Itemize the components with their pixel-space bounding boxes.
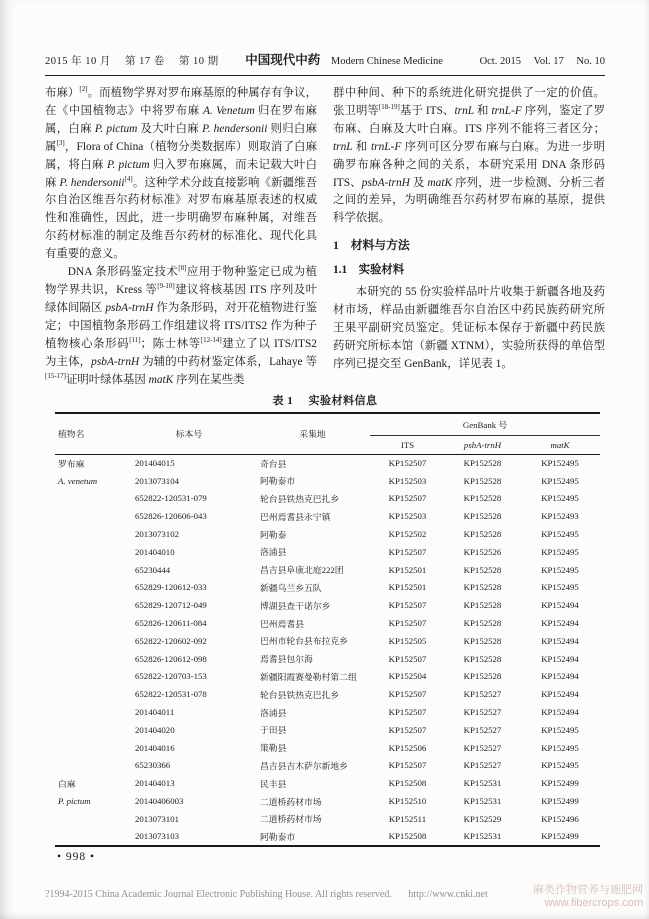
col-header-place: 采集地 bbox=[299, 429, 326, 440]
cell-genbank-its: KP152507 bbox=[388, 546, 427, 557]
table-row bbox=[55, 525, 600, 543]
cell-genbank-its: KP152507 bbox=[388, 689, 427, 700]
cell-specimen-number: 20140406003 bbox=[135, 796, 184, 807]
table-caption-title: 实验材料信息 bbox=[308, 395, 378, 407]
table-row bbox=[55, 650, 600, 668]
col-header-matk: matK bbox=[550, 439, 570, 450]
table-caption-label: 表 1 bbox=[272, 395, 294, 407]
cell-plant-name: 白麻 bbox=[58, 778, 76, 789]
cell-genbank-its: KP152507 bbox=[388, 724, 427, 735]
paragraph: 群中种间、种下的系统进化研究提供了一定的价值。张卫明等[18-19]基于 ITS、trnL 和 trnL-F 序列，鉴定了罗布麻、白麻及大叶白麻。ITS 序列不能将三者区分；trnL 和 trnL-F 序列可区分罗布麻与白麻。为进一步明确罗布麻各种之间的关系，本研究采用 DNA 条形码 ITS、psbA-trnH 及 matK 序列，进一步检测、分析三者之间的差异，为明确维吾尔药材罗布麻的基原，提供科学依据。 bbox=[333, 87, 605, 225]
cell-genbank-its: KP152507 bbox=[388, 653, 427, 664]
cell-plant-name bbox=[55, 703, 123, 721]
table-row bbox=[55, 579, 600, 597]
cell-plant-name bbox=[55, 561, 123, 579]
cell-specimen-number: 201404010 bbox=[135, 546, 175, 557]
table-row bbox=[55, 703, 600, 721]
table-row bbox=[55, 490, 600, 508]
cell-genbank-its: KP152503 bbox=[388, 475, 427, 486]
table-row bbox=[55, 561, 600, 579]
cell-collection-place: 轮台县铁热克巴扎乡 bbox=[260, 493, 340, 504]
cell-genbank-matk: KP152499 bbox=[541, 778, 579, 789]
cell-genbank-psba-trnh: KP152531 bbox=[463, 778, 502, 789]
cell-plant-name bbox=[55, 543, 123, 561]
cell-collection-place: 巴州市轮台县布拉克乡 bbox=[260, 636, 348, 647]
cell-genbank-its: KP152505 bbox=[388, 635, 427, 646]
cell-collection-place: 昌吉县吉木萨尔新地乡 bbox=[260, 760, 348, 771]
issue-number-cn: 第 10 期 bbox=[178, 56, 219, 67]
cell-genbank-its: KP152507 bbox=[388, 493, 427, 504]
cell-genbank-psba-trnh: KP152531 bbox=[463, 831, 502, 842]
cell-genbank-psba-trnh: KP152528 bbox=[463, 511, 502, 522]
cell-genbank-psba-trnh: KP152528 bbox=[463, 582, 502, 593]
cell-specimen-number: 201404013 bbox=[135, 778, 175, 789]
cell-collection-place: 阿勒泰市 bbox=[260, 476, 296, 487]
journal-title bbox=[245, 50, 443, 68]
cell-collection-place: 巴州焉耆县永宁镇 bbox=[260, 511, 331, 522]
cell-collection-place: 二道桥药材市场 bbox=[260, 796, 322, 807]
cell-specimen-number: 652822-120531-079 bbox=[135, 493, 207, 504]
table-row bbox=[55, 614, 600, 632]
cell-genbank-psba-trnh: KP152528 bbox=[463, 671, 502, 682]
table-row bbox=[55, 454, 600, 472]
cell-genbank-psba-trnh: KP152528 bbox=[463, 635, 502, 646]
cell-plant-name bbox=[55, 525, 123, 543]
table-row bbox=[55, 543, 600, 561]
cell-genbank-its: KP152507 bbox=[388, 707, 427, 718]
col-header-psba-trnh: psbA-trnH bbox=[463, 439, 502, 450]
materials-table-header bbox=[55, 413, 600, 454]
watermark-site-name: 麻类作物营养与施肥网 bbox=[533, 884, 643, 896]
table-row bbox=[55, 596, 600, 614]
cell-genbank-its: KP152502 bbox=[388, 529, 427, 540]
cell-plant-name bbox=[55, 650, 123, 668]
materials-table-body bbox=[55, 454, 600, 846]
cell-genbank-psba-trnh: KP152528 bbox=[463, 618, 502, 629]
cell-genbank-matk: KP152494 bbox=[541, 635, 579, 646]
copyright-line bbox=[45, 889, 605, 900]
subsection-heading: 1.1 实验材料 bbox=[333, 264, 405, 277]
watermark-site-url: www.fibercrops.com bbox=[544, 897, 643, 909]
cell-genbank-its: KP152511 bbox=[388, 813, 427, 824]
cell-specimen-number: 201404016 bbox=[135, 742, 175, 753]
cell-specimen-number: 652822-120531-078 bbox=[135, 689, 207, 700]
table-row bbox=[55, 668, 600, 686]
table-row bbox=[55, 507, 600, 525]
cell-collection-place: 焉耆县包尔海 bbox=[260, 654, 313, 665]
cell-specimen-number: 652826-120612-098 bbox=[135, 653, 207, 664]
issue-number-en: No. 10 bbox=[576, 56, 605, 67]
journal-title-cn: 中国现代中药 bbox=[245, 53, 321, 67]
cell-genbank-its: KP152506 bbox=[388, 742, 427, 753]
cell-genbank-matk: KP152494 bbox=[541, 653, 579, 664]
cell-specimen-number: 2013073104 bbox=[135, 475, 179, 486]
cell-collection-place: 昌吉县阜康北庭222团 bbox=[260, 565, 344, 576]
right-column bbox=[333, 85, 605, 388]
cell-plant-name bbox=[55, 579, 123, 597]
cell-collection-place: 于田县 bbox=[260, 725, 287, 736]
left-column bbox=[45, 85, 317, 388]
cell-specimen-number: 652829-120612-033 bbox=[135, 582, 207, 593]
cell-specimen-number: 201404020 bbox=[135, 724, 175, 735]
cell-plant-name bbox=[55, 721, 123, 739]
table-row bbox=[55, 721, 600, 739]
issue-volume-cn: 第 17 卷 bbox=[125, 56, 165, 67]
cell-collection-place: 民丰县 bbox=[260, 778, 287, 789]
cell-genbank-psba-trnh: KP152527 bbox=[463, 742, 502, 753]
table-row bbox=[55, 792, 600, 810]
cell-collection-place: 洛浦县 bbox=[260, 547, 287, 558]
cell-plant-name bbox=[55, 810, 123, 828]
journal-header bbox=[45, 50, 605, 76]
cell-specimen-number: 2013073101 bbox=[135, 813, 179, 824]
cell-genbank-matk: KP152494 bbox=[541, 689, 579, 700]
section-heading: 1 材料与方法 bbox=[333, 238, 410, 253]
cell-collection-place: 奇台县 bbox=[260, 458, 287, 469]
cell-genbank-its: KP152510 bbox=[388, 796, 427, 807]
cell-genbank-psba-trnh: KP152528 bbox=[463, 475, 502, 486]
cell-genbank-psba-trnh: KP152528 bbox=[463, 600, 502, 611]
cnki-url[interactable]: http://www.cnki.net bbox=[408, 889, 488, 900]
cell-genbank-matk: KP152493 bbox=[541, 511, 579, 522]
cell-genbank-its: KP152507 bbox=[388, 458, 427, 469]
cell-plant-name bbox=[55, 739, 123, 757]
cell-specimen-number: 201404015 bbox=[135, 458, 175, 469]
cell-genbank-psba-trnh: KP152527 bbox=[463, 760, 502, 771]
cell-plant-name bbox=[55, 685, 123, 703]
cell-genbank-matk: KP152495 bbox=[541, 475, 579, 486]
cell-collection-place: 轮台县铁热克巴扎乡 bbox=[260, 689, 340, 700]
table-caption bbox=[45, 392, 605, 408]
cell-collection-place: 巴州焉耆县 bbox=[260, 618, 304, 629]
cell-genbank-its: KP152508 bbox=[388, 778, 427, 789]
col-header-genbank: GenBank 号 bbox=[370, 413, 600, 435]
cell-collection-place: 阿勒泰 bbox=[260, 529, 287, 540]
cell-genbank-psba-trnh: KP152528 bbox=[463, 493, 502, 504]
cell-specimen-number: 652822-120602-092 bbox=[135, 635, 207, 646]
cell-genbank-psba-trnh: KP152528 bbox=[463, 653, 502, 664]
cell-genbank-matk: KP152494 bbox=[541, 671, 579, 682]
cell-genbank-matk: KP152495 bbox=[541, 724, 579, 735]
cell-plant-name bbox=[55, 757, 123, 775]
cell-genbank-psba-trnh: KP152527 bbox=[463, 724, 502, 735]
cell-specimen-number: 652826-120611-084 bbox=[135, 618, 207, 629]
cell-genbank-matk: KP152495 bbox=[541, 458, 579, 469]
cell-genbank-matk: KP152495 bbox=[541, 529, 579, 540]
cell-genbank-psba-trnh: KP152526 bbox=[463, 546, 502, 557]
cell-collection-place: 二道桥药材市场 bbox=[260, 814, 322, 825]
cell-genbank-its: KP152501 bbox=[388, 582, 427, 593]
cell-plant-name: 罗布麻 bbox=[58, 458, 85, 469]
cell-genbank-its: KP152507 bbox=[388, 760, 427, 771]
cell-plant-name bbox=[55, 632, 123, 650]
cell-collection-place: 博湖县查干诺尔乡 bbox=[260, 600, 331, 611]
cell-genbank-its: KP152508 bbox=[388, 831, 427, 842]
cell-specimen-number: 652822-120703-153 bbox=[135, 671, 207, 682]
cell-collection-place: 新疆阳霞赛曼勒村第二组 bbox=[260, 671, 357, 682]
issue-date-en: Oct. 2015 bbox=[479, 56, 521, 67]
watermark bbox=[533, 884, 643, 910]
cell-genbank-matk: KP152494 bbox=[541, 600, 579, 611]
cell-genbank-psba-trnh: KP152528 bbox=[463, 529, 502, 540]
cell-genbank-matk: KP152495 bbox=[541, 546, 579, 557]
cell-specimen-number: 201404011 bbox=[135, 707, 175, 718]
table-row bbox=[55, 774, 600, 792]
cell-plant-name bbox=[55, 614, 123, 632]
cell-genbank-matk: KP152495 bbox=[541, 564, 579, 575]
cell-genbank-psba-trnh: KP152528 bbox=[463, 564, 502, 575]
cell-specimen-number: 65230366 bbox=[135, 760, 171, 771]
cell-specimen-number: 652826-120606-043 bbox=[135, 511, 207, 522]
cell-collection-place: 阿勒泰市 bbox=[260, 831, 296, 842]
col-header-its: ITS bbox=[400, 439, 415, 450]
col-header-specimen: 标本号 bbox=[175, 429, 203, 440]
journal-title-en: Modern Chinese Medicine bbox=[330, 56, 443, 67]
issue-info-en bbox=[470, 56, 605, 67]
issue-date-cn: 2015 年 10 月 bbox=[45, 56, 111, 67]
cell-genbank-matk: KP152495 bbox=[541, 493, 579, 504]
issue-volume-en: Vol. 17 bbox=[533, 56, 564, 67]
cell-genbank-matk: KP152495 bbox=[541, 760, 579, 771]
cell-genbank-its: KP152507 bbox=[388, 600, 427, 611]
cell-genbank-matk: KP152494 bbox=[541, 707, 579, 718]
paragraph: 布麻）[2]。而植物学界对罗布麻基原的种属存有争议，在《中国植物志》中将罗布麻 A. Venetum 归在罗布麻属，白麻 P. pictum 及大叶白麻 P. hendersonii 则归白麻属[3]，Flora of China（植物分类数据库）则取消了白麻属，将白麻 P. pictum 归入罗布麻属，而未记载大叶白麻 P. hendersonii[4]。这种学术分歧直接影响《新疆维吾尔自治区维吾尔药材标准》对罗布麻基原表述的权威性和准确性，因此，进一步明确罗布麻种属，对维吾尔药材标准的制定及维吾尔药材的标准化、现代化具有重要的意义。 bbox=[45, 85, 317, 261]
table-row bbox=[55, 685, 600, 703]
table-row bbox=[55, 757, 600, 775]
cell-specimen-number: 65230444 bbox=[135, 564, 171, 575]
cell-genbank-its: KP152507 bbox=[388, 618, 427, 629]
col-header-plant: 植物名 bbox=[58, 429, 85, 440]
cell-plant-name bbox=[55, 828, 123, 846]
copyright-text: ?1994-2015 China Academic Journal Electronic Publishing House. All rights reserved. bbox=[45, 889, 392, 900]
article-body bbox=[45, 85, 605, 388]
table-row bbox=[55, 472, 600, 490]
cell-collection-place: 策勒县 bbox=[260, 743, 287, 754]
table-row bbox=[55, 828, 600, 846]
cell-genbank-psba-trnh: KP152531 bbox=[463, 796, 502, 807]
cell-specimen-number: 2013073102 bbox=[135, 529, 179, 540]
issue-info-cn bbox=[45, 53, 219, 68]
paragraph: DNA 条形码鉴定技术[8]应用于物种鉴定已成为植物学界共识，Kress 等[9-10]建议将核基因 ITS 序列及叶绿体间隔区 psbA-trnH 作为条形码，对开花植物进行鉴定；中国植物条形码工作组建议将 ITS/ITS2 作为种子植物核心条形码[11]；陈士林等[12-14]建立了以 ITS/ITS2 为主体，psbA-trnH 为辅的中药材鉴定体系，Lahaye 等[15-17]证明叶绿体基因 matK 序列在某些类 bbox=[45, 264, 317, 386]
cell-genbank-matk: KP152495 bbox=[541, 742, 579, 753]
cell-genbank-matk: KP152499 bbox=[541, 796, 579, 807]
table-row bbox=[55, 810, 600, 828]
cell-plant-name bbox=[55, 668, 123, 686]
cell-plant-name: P. pictum bbox=[58, 796, 91, 807]
cell-genbank-its: KP152504 bbox=[388, 671, 427, 682]
cell-genbank-psba-trnh: KP152527 bbox=[463, 689, 502, 700]
table-row bbox=[55, 739, 600, 757]
cell-plant-name bbox=[55, 596, 123, 614]
cell-genbank-psba-trnh: KP152527 bbox=[463, 707, 502, 718]
cell-plant-name bbox=[55, 490, 123, 508]
cell-collection-place: 洛浦县 bbox=[260, 707, 287, 718]
cell-collection-place: 新疆乌兰乡五队 bbox=[260, 582, 322, 593]
cell-genbank-psba-trnh: KP152528 bbox=[463, 458, 502, 469]
cell-genbank-matk: KP152499 bbox=[541, 831, 579, 842]
cell-specimen-number: 2013073103 bbox=[135, 831, 179, 842]
cell-plant-name: A. venetum bbox=[58, 475, 98, 486]
table-row bbox=[55, 632, 600, 650]
cell-genbank-its: KP152501 bbox=[388, 564, 427, 575]
cell-genbank-psba-trnh: KP152529 bbox=[463, 813, 502, 824]
cell-genbank-its: KP152503 bbox=[388, 511, 427, 522]
cell-specimen-number: 652829-120712-049 bbox=[135, 600, 207, 611]
cell-plant-name bbox=[55, 507, 123, 525]
cell-genbank-matk: KP152496 bbox=[541, 813, 579, 824]
cell-genbank-matk: KP152494 bbox=[541, 618, 579, 629]
materials-table bbox=[55, 412, 600, 847]
paragraph: 本研究的 55 份实验样品叶片收集于新疆各地及药材市场，样品由新疆维吾尔自治区中药民族药研究所王果平副研究员鉴定。凭证标本保存于新疆中药民族药研究所标本馆（新疆 XTNM），实验所获得的单倍型序列已提交至 GenBank，详见表 1。 bbox=[333, 286, 605, 370]
cell-genbank-matk: KP152495 bbox=[541, 582, 579, 593]
page-number: • 998 • bbox=[57, 851, 96, 863]
